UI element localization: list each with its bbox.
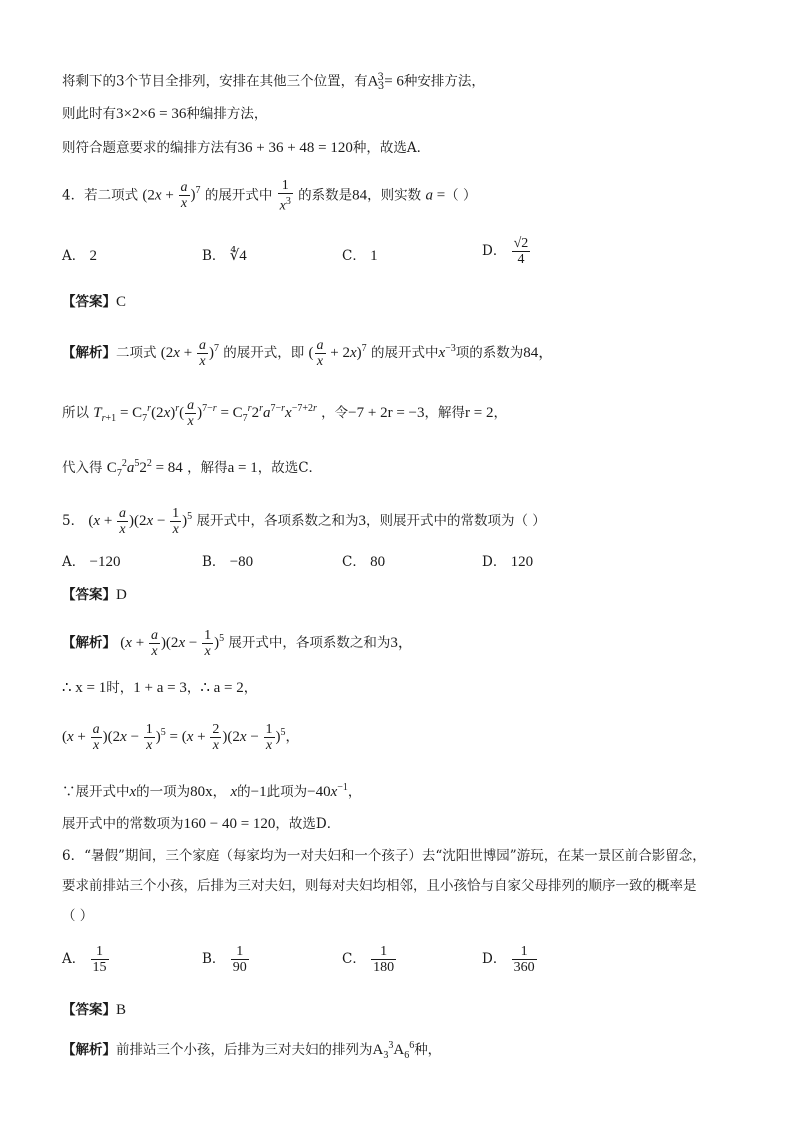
q4-option-b[interactable]: B． ∜4 bbox=[202, 248, 247, 264]
question-6-stem-line-1: 6．“暑假”期间，三个家庭（每家均为一对夫妇和一个孩子）去“沈阳世博园”游玩，在某一景区前合影留念， bbox=[62, 848, 706, 864]
question-5-stem: 5． (x + $\frac{a}{x}$ )(2x − $\frac{1}{x}$ )$^5$ 展开式中，各项系数之和为3，则展开式中的常数项为（ ） bbox=[62, 506, 546, 537]
q4-analysis-line-2: 所以 $T_{r+1} = C_7^r(2x)^r$( $\frac{a}{x}$ )$^{7-r} = C_7^r2^ra^{7-r}x^{-7+2r}$ ，令−7 + 2r = −3，解得r = 2， bbox=[62, 398, 507, 429]
q5-analysis-line-5: 展开式中的常数项为160 − 40 = 120，故选D． bbox=[62, 816, 341, 832]
question-4-stem: 4．若二项式 (2x + $\frac{a}{x}$ )$^7$ 的展开式中 $\frac{1}{x^3}$ 的系数是84，则实数 a =（ ） bbox=[62, 178, 477, 214]
q4-option-c[interactable]: C． 1 bbox=[342, 248, 378, 264]
q6-option-d[interactable]: D． $\frac{1}{360}$ bbox=[482, 944, 535, 975]
q6-option-c[interactable]: C． $\frac{1}{180}$ bbox=[342, 944, 395, 975]
q5-option-d[interactable]: D． 120 bbox=[482, 554, 534, 570]
q6-answer: 【答案】B bbox=[62, 1002, 127, 1018]
question-6-stem-line-3: （ ） bbox=[62, 908, 94, 924]
q5-analysis-line-1: 【解析】 (x + $\frac{a}{x}$ )(2x − $\frac{1}{x}$ )$^5$ 展开式中，各项系数之和为3， bbox=[62, 628, 413, 659]
q6-option-a[interactable]: A． $\frac{1}{15}$ bbox=[62, 944, 107, 975]
question-6-stem-line-2: 要求前排站三个小孩，后排为三对夫妇，则每对夫妇均相邻，且小孩恰与自家父母排列的顺序一致的概率是 bbox=[62, 878, 697, 894]
q6-analysis-line-1: 【解析】前排站三个小孩，后排为三对夫妇的排列为$A_3^3A_6^6$种， bbox=[62, 1040, 442, 1061]
q5-option-c[interactable]: C． 80 bbox=[342, 554, 386, 570]
q4-analysis-line-1: 【解析】二项式 (2x + $\frac{a}{x}$ )$^7$ 的展开式，即 ( $\frac{a}{x}$ + 2x)$^7$ 的展开式中$x^{-3}$项的系数为84， bbox=[62, 338, 554, 369]
q4-option-d[interactable]: D． $\frac{√2}{4}$ bbox=[482, 236, 529, 267]
q4-option-a[interactable]: A． 2 bbox=[62, 248, 98, 264]
prev-solution-line-3: 则符合题意要求的编排方法有36 + 36 + 48 = 120种，故选A． bbox=[62, 140, 431, 156]
q4-answer: 【答案】C bbox=[62, 294, 127, 310]
q6-option-b[interactable]: B． $\frac{1}{90}$ bbox=[202, 944, 247, 975]
prev-solution-line-2: 则此时有3×2×6 = 36种编排方法， bbox=[62, 106, 268, 122]
q5-answer: 【答案】D bbox=[62, 587, 127, 603]
prev-solution-line-1: 将剩下的3个节目全排列，安排在其他三个位置，有$A^3_3= 6$种安排方法， bbox=[62, 72, 485, 93]
q4-analysis-line-3: 代入得 $C_7^2a^52^2 = 84$ ，解得a = 1，故选C． bbox=[62, 458, 323, 479]
q5-option-a[interactable]: A． −120 bbox=[62, 554, 121, 570]
q5-analysis-line-3: (x + $\frac{a}{x}$ )(2x − $\frac{1}{x}$ )$^5$ = (x + $\frac{2}{x}$ )(2x − $\frac{1}{x}$ )$^5$， bbox=[62, 722, 300, 753]
q5-option-b[interactable]: B． −80 bbox=[202, 554, 254, 570]
q5-analysis-line-4: ∵展开式中x的一项为80x， x的−1此项为$-40x^{-1}$， bbox=[62, 782, 362, 800]
q5-analysis-line-2: ∴ x = 1时，1 + a = 3，∴ a = 2， bbox=[62, 680, 258, 696]
